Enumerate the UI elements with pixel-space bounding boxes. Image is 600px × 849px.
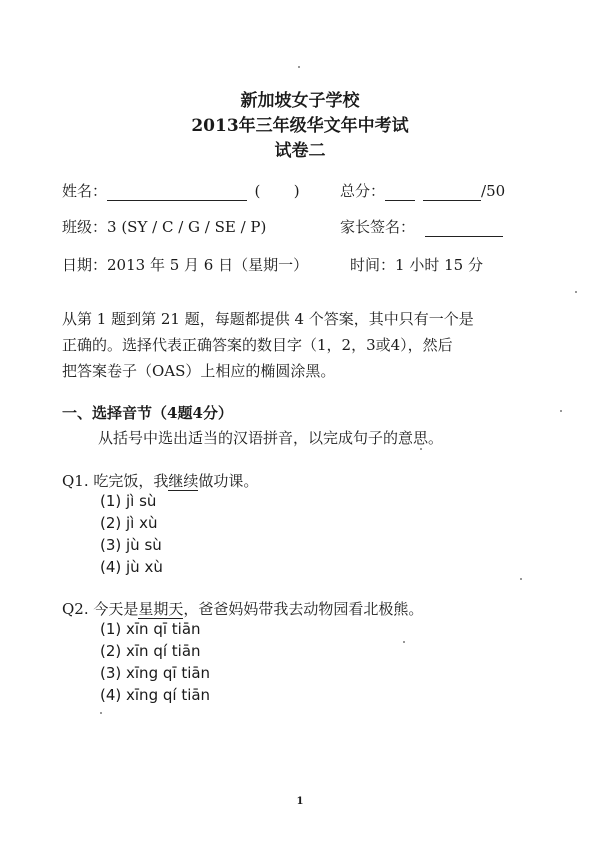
date-label: 日期： — [62, 256, 108, 274]
question-number: Q2. — [62, 600, 89, 618]
paper-title: 试卷二 — [274, 141, 326, 161]
scan-speck — [403, 641, 405, 643]
parent-signature-label: 家长签名： — [340, 218, 416, 236]
name-blank — [107, 184, 247, 201]
instruction-line: 从第 1 题到第 21 题，每题都提供 4 个答案，其中只有一个是 — [62, 310, 474, 328]
q1-option-4: (4) jù xù — [100, 558, 163, 576]
time-label: 时间： — [350, 256, 396, 274]
question-text-after: 做功课。 — [198, 472, 259, 490]
q2-option-2: (2) xīn qí tiān — [100, 642, 201, 660]
instruction-line: 正确的。选择代表正确答案的数目字（1，2，3或4），然后 — [62, 336, 453, 354]
q2-option-3: (3) xīng qī tiān — [100, 664, 211, 682]
scan-speck — [420, 448, 422, 450]
scan-speck — [298, 66, 300, 68]
q2-option-1: (1) xīn qī tiān — [100, 620, 201, 638]
class-row — [62, 216, 266, 237]
question-text-after: ，爸爸妈妈带我去动物园看北极熊。 — [183, 600, 424, 618]
q1-option-3: (3) jù sù — [100, 536, 162, 554]
name-parens: ( ) — [254, 182, 300, 200]
score-blank-1 — [385, 184, 415, 201]
page-number: 1 — [296, 796, 304, 807]
question-target-word: 星期天 — [138, 600, 184, 618]
scan-speck — [575, 291, 577, 293]
score-total: /50 — [481, 182, 506, 200]
parent-signature-row — [340, 216, 503, 237]
score-blank-2 — [423, 184, 481, 201]
scan-speck — [100, 712, 102, 714]
q1-option-1: (1) jì sù — [100, 492, 157, 510]
parent-signature-blank — [425, 220, 503, 237]
question-number: Q1. — [62, 472, 89, 490]
exam-title: 2013年三年级华文年中考试 — [191, 116, 409, 136]
name-label: 姓名： — [62, 182, 108, 200]
time-value: 1 小时 15 分 — [395, 256, 483, 274]
section-description: 从括号中选出适当的汉语拼音，以完成句子的意思。 — [98, 429, 444, 447]
instructions — [62, 306, 552, 384]
school-name: 新加坡女子学校 — [240, 91, 360, 111]
question-1 — [62, 470, 258, 491]
score-row — [340, 180, 505, 201]
instruction-line: 把答案卷子（OAS）上相应的椭圆涂黑。 — [62, 362, 336, 380]
q2-option-4: (4) xīng qí tiān — [100, 686, 211, 704]
date-value: 2013 年 5 月 6 日（星期一） — [107, 256, 309, 274]
scan-speck — [560, 410, 562, 412]
q1-option-2: (2) jì xù — [100, 514, 158, 532]
class-label: 班级： — [62, 218, 108, 236]
name-row — [62, 180, 307, 201]
question-text-before: 吃完饭，我 — [93, 472, 169, 490]
score-label: 总分： — [340, 182, 386, 200]
time-row — [350, 254, 483, 275]
question-text-before: 今天是 — [93, 600, 139, 618]
question-target-word: 继续 — [168, 472, 199, 490]
date-row — [62, 254, 308, 275]
question-2 — [62, 598, 423, 619]
scan-speck — [520, 578, 522, 580]
class-value: 3 (SY / C / G / SE / P) — [107, 218, 267, 236]
section-heading: 一、选择音节（4题4分） — [62, 404, 233, 422]
